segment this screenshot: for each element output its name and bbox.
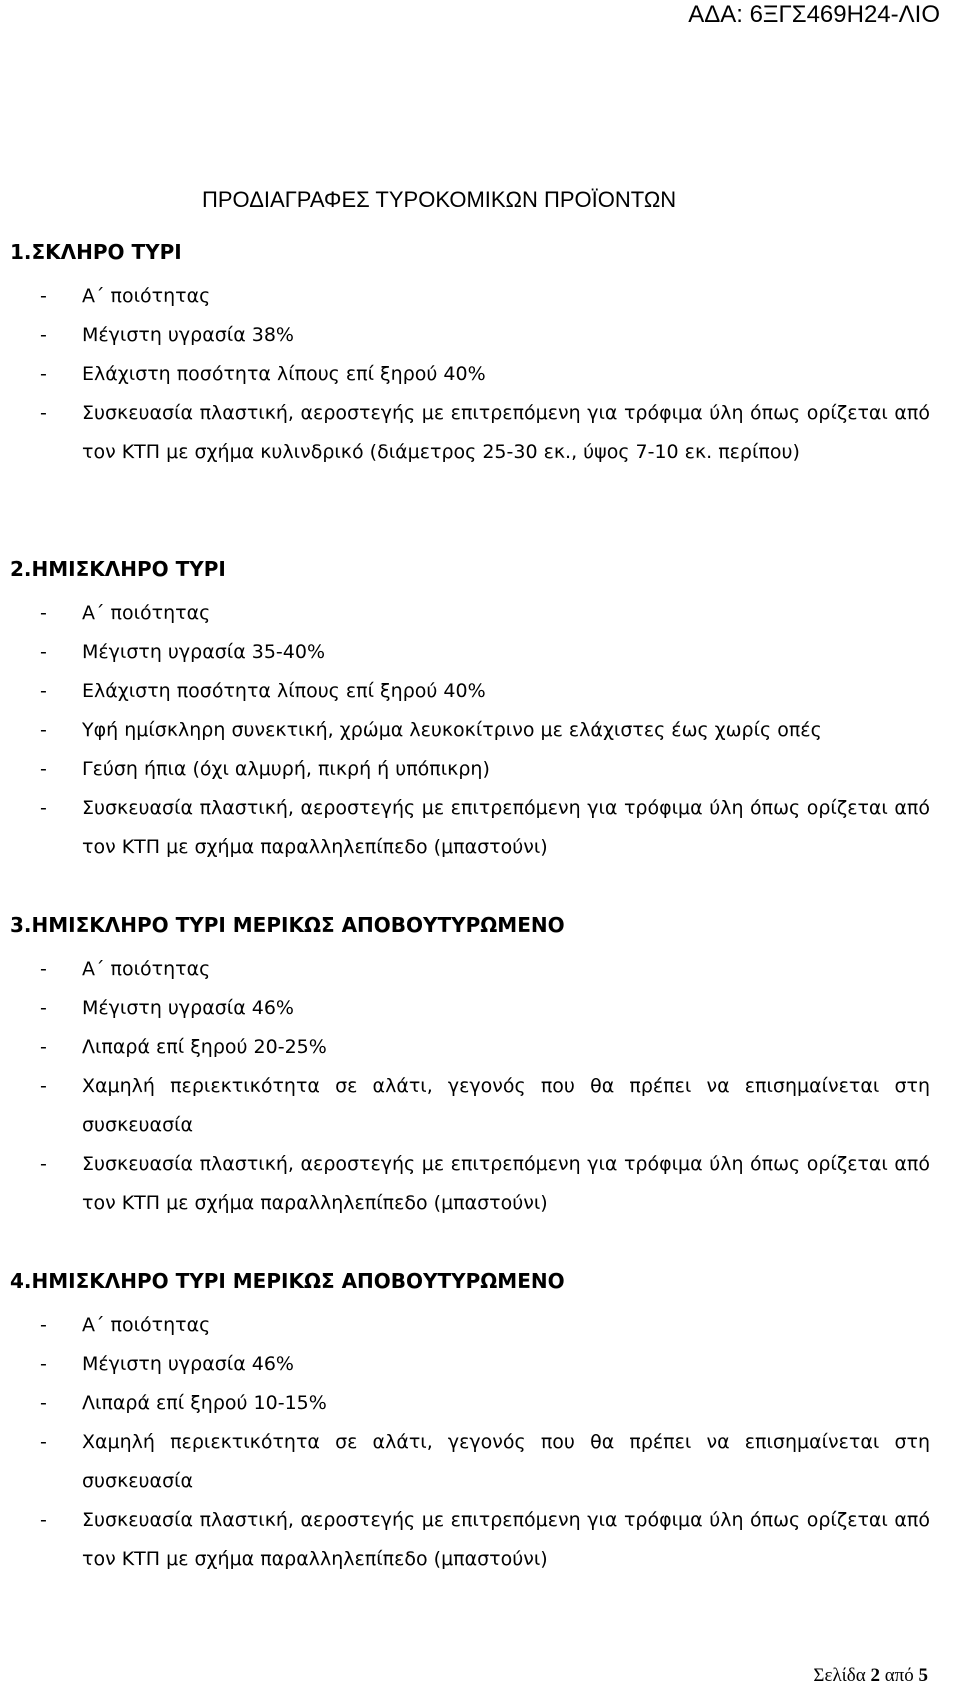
list-item: - Α΄ ποιότητας bbox=[40, 285, 211, 307]
list-item: - Ελάχιστη ποσότητα λίπους επί ξηρού 40% bbox=[40, 363, 486, 385]
page-of-label: από bbox=[884, 1665, 914, 1686]
page-label: Σελίδα bbox=[813, 1665, 866, 1686]
list-item: - Α΄ ποιότητας bbox=[40, 958, 211, 980]
page-number: 2 bbox=[870, 1665, 880, 1686]
page-footer bbox=[813, 1665, 928, 1687]
list-item: - Ελάχιστη ποσότητα λίπους επί ξηρού 40% bbox=[40, 680, 486, 702]
ada-code: ΑΔΑ: 6ΞΓΣ469Η24-ΛΙΟ bbox=[688, 1, 940, 28]
list-item: - Χαμηλή περιεκτικότητα σε αλάτι, γεγονός που θα πρέπει να επισημαίνεται στη συσκευασία bbox=[40, 1431, 930, 1492]
list-item: - Υφή ημίσκληρη συνεκτική, χρώμα λευκοκίτρινο με ελάχιστες έως χωρίς οπές bbox=[40, 719, 822, 741]
document-title: ΠΡΟΔΙΑΓΡΑΦΕΣ ΤΥΡΟΚΟΜΙΚΩΝ ΠΡΟΪΟΝΤΩΝ bbox=[202, 187, 677, 212]
section-heading: 2.ΗΜΙΣΚΛΗΡΟ ΤΥΡΙ bbox=[10, 557, 226, 581]
list-item: - Λιπαρά επί ξηρού 10-15% bbox=[40, 1392, 327, 1414]
section-heading: 1.ΣΚΛΗΡΟ ΤΥΡΙ bbox=[10, 240, 182, 264]
section-4 bbox=[10, 1266, 930, 1579]
list-item: - Συσκευασία πλαστική, αεροστεγής με επιτρεπόμενη για τρόφιμα ύλη όπως ορίζεται από τον ΚΤΠ με σχήμα παραλληλεπίπεδο (μπαστούνι) bbox=[40, 797, 930, 858]
list-item: - Μέγιστη υγρασία 35-40% bbox=[40, 641, 326, 663]
list-item: - Γεύση ήπια (όχι αλμυρή, πικρή ή υπόπικρη) bbox=[40, 758, 490, 780]
section-heading: 3.ΗΜΙΣΚΛΗΡΟ ΤΥΡΙ ΜΕΡΙΚΩΣ ΑΠΟΒΟΥΤΥΡΩΜΕΝΟ bbox=[10, 913, 565, 937]
list-item: - Α΄ ποιότητας bbox=[40, 602, 211, 624]
list-item: - Μέγιστη υγρασία 46% bbox=[40, 997, 294, 1019]
list-item: - Συσκευασία πλαστική, αεροστεγής με επιτρεπόμενη για τρόφιμα ύλη όπως ορίζεται από τον ΚΤΠ με σχήμα παραλληλεπίπεδο (μπαστούνι) bbox=[40, 1153, 930, 1214]
list-item: - Λιπαρά επί ξηρού 20-25% bbox=[40, 1036, 327, 1058]
list-item: - Συσκευασία πλαστική, αεροστεγής με επιτρεπόμενη για τρόφιμα ύλη όπως ορίζεται από τον ΚΤΠ με σχήμα παραλληλεπίπεδο (μπαστούνι) bbox=[40, 1509, 930, 1570]
section-3 bbox=[10, 910, 930, 1223]
list-item: - Μέγιστη υγρασία 46% bbox=[40, 1353, 294, 1375]
section-2 bbox=[10, 554, 930, 867]
list-item: - Χαμηλή περιεκτικότητα σε αλάτι, γεγονός που θα πρέπει να επισημαίνεται στη συσκευασία bbox=[40, 1075, 930, 1136]
list-item: - Μέγιστη υγρασία 38% bbox=[40, 324, 294, 346]
list-item: - Συσκευασία πλαστική, αεροστεγής με επιτρεπόμενη για τρόφιμα ύλη όπως ορίζεται από τον ΚΤΠ με σχήμα κυλινδρικό (διάμετρος 25-30 εκ., ύψος 7-10 εκ. περίπου) bbox=[40, 402, 930, 463]
section-1 bbox=[10, 237, 930, 472]
section-heading: 4.ΗΜΙΣΚΛΗΡΟ ΤΥΡΙ ΜΕΡΙΚΩΣ ΑΠΟΒΟΥΤΥΡΩΜΕΝΟ bbox=[10, 1269, 565, 1293]
list-item: - Α΄ ποιότητας bbox=[40, 1314, 211, 1336]
page-total: 5 bbox=[918, 1665, 928, 1686]
